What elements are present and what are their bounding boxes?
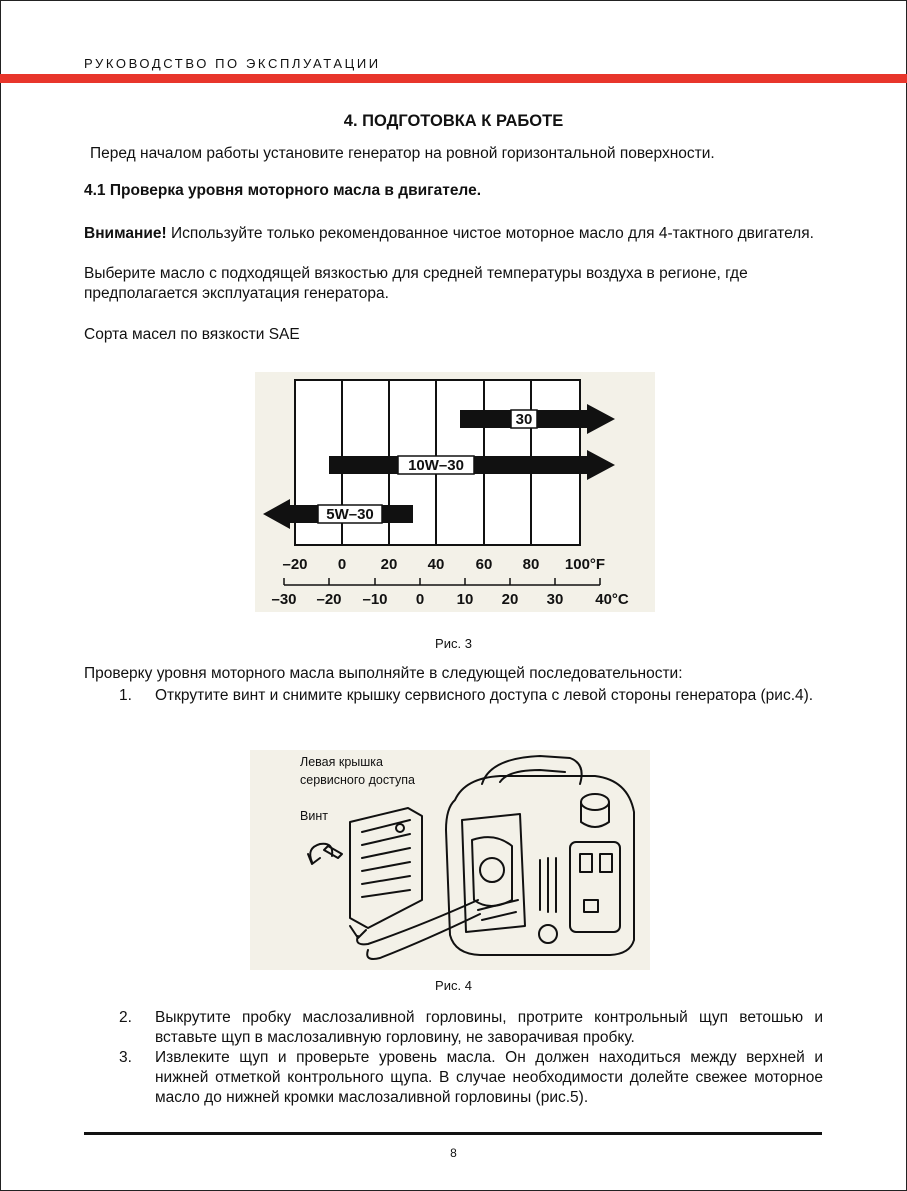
figure4-caption: Рис. 4: [435, 978, 472, 993]
f-tick-label: 20: [380, 556, 398, 573]
f-tick-label: 60: [475, 556, 493, 573]
c-tick-label: 30: [546, 591, 564, 608]
c-tick-label: 40°C: [595, 591, 629, 608]
sae-heading: Сорта масел по вязкости SAE: [84, 326, 300, 343]
c-tick-label: –30: [271, 591, 297, 608]
step-number: 3.: [119, 1049, 132, 1066]
f-tick-label: 0: [337, 556, 347, 573]
cover-label-line2: сервисного доступа: [300, 773, 415, 787]
intro-paragraph: Перед началом работы установите генератор на ровной горизонтальной поверхности.: [90, 145, 715, 162]
c-tick-label: 20: [501, 591, 519, 608]
step-number: 2.: [119, 1009, 132, 1026]
header-red-band: [0, 74, 907, 83]
oil-10w30-label: 10W–30: [408, 457, 464, 474]
step-text: Выкрутите пробку маслозаливной горловины, протрите контрольный щуп ветошью и вставьте щуп в маслозаливную горловину, не заворачивая пробку.: [155, 1009, 823, 1046]
screw-label: Винт: [300, 809, 328, 823]
viscosity-chart: [255, 372, 655, 612]
step-text: Извлеките щуп и проверьте уровень масла. Он должен находиться между верхней и нижней отметкой контрольного щупа. В случае необходимости долейте свежее моторное масло до нижней кромки маслозаливной горловины (рис.5).: [155, 1049, 823, 1106]
f-tick-label: 100°F: [564, 556, 606, 573]
warning-text: Используйте только рекомендованное чистое моторное масло для 4-тактного двигателя.: [166, 225, 814, 242]
subsection-title: 4.1 Проверка уровня моторного масла в двигателе.: [84, 182, 482, 199]
f-tick-label: 40: [427, 556, 445, 573]
oil-30-label: 30: [515, 411, 533, 428]
section-title: 4. ПОДГОТОВКА К РАБОТЕ: [343, 112, 564, 130]
page-number: 8: [450, 1146, 457, 1160]
cover-label-line1: Левая крышка: [300, 755, 383, 769]
running-header: РУКОВОДСТВО ПО ЭКСПЛУАТАЦИИ: [84, 56, 381, 71]
warning-paragraph: [84, 224, 824, 244]
step-text: Открутите винт и снимите крышку сервисного доступа с левой стороны генератора (рис.4).: [155, 687, 814, 704]
oil-5w30-label: 5W–30: [326, 506, 374, 523]
c-tick-label: –10: [362, 591, 388, 608]
footer-rule: [84, 1132, 822, 1135]
c-tick-label: –20: [316, 591, 342, 608]
warning-label: Внимание!: [84, 225, 167, 242]
advice-paragraph: Выберите масло с подходящей вязкостью для средней температуры воздуха в регионе, где предполагается эксплуатация генератора.: [84, 265, 748, 302]
f-tick-label: –20: [282, 556, 308, 573]
sequence-intro: Проверку уровня моторного масла выполняйте в следующей последовательности:: [84, 665, 683, 682]
step-number: 1.: [119, 687, 132, 704]
c-tick-label: 10: [456, 591, 474, 608]
figure3-caption: Рис. 3: [435, 636, 472, 651]
f-tick-label: 80: [522, 556, 540, 573]
c-tick-label: 0: [415, 591, 425, 608]
